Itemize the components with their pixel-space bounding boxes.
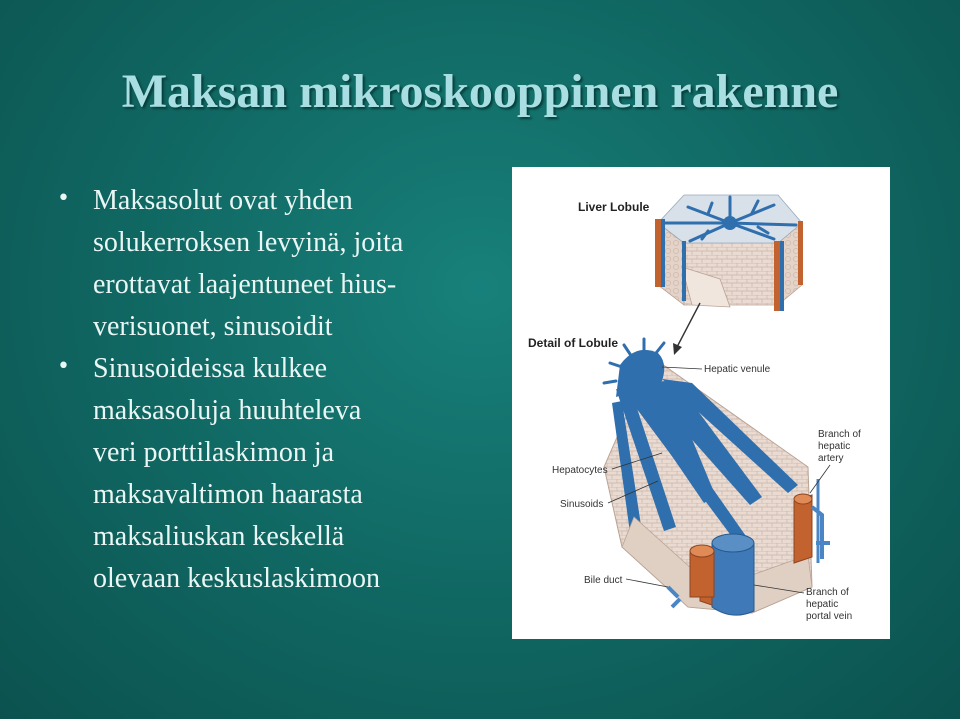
label-detail-of-lobule: Detail of Lobule <box>528 336 618 350</box>
label-hepatic-venule: Hepatic venule <box>704 364 771 375</box>
bullet-list <box>56 180 496 600</box>
label-branch-portal-1: Branch of <box>806 587 849 598</box>
liver-lobule-illustration <box>512 167 890 639</box>
bullet-item <box>56 180 496 348</box>
bullet-line: Sinusoideissa kulkee <box>93 353 328 384</box>
bullet-line: maksaliuskan keskellä <box>93 521 345 552</box>
detail-arrow <box>673 303 700 355</box>
label-hepatocytes: Hepatocytes <box>552 465 608 476</box>
bullet-dot-icon: • <box>57 186 70 211</box>
lobule-hexagon <box>655 195 803 311</box>
label-liver-lobule: Liver Lobule <box>578 200 650 214</box>
bullet-line: maksasoluja huuhteleva <box>93 395 362 426</box>
label-sinusoids: Sinusoids <box>560 499 604 510</box>
liver-lobule-figure <box>512 167 890 639</box>
bullet-line: olevaan keskuslaskimoon <box>93 563 380 594</box>
slide-title: Maksan mikroskooppinen rakenne <box>121 65 839 118</box>
label-branch-artery-2: hepatic <box>818 441 851 452</box>
bullet-line: maksavaltimon haarasta <box>93 479 363 510</box>
label-branch-portal-3: portal vein <box>806 611 853 622</box>
label-branch-artery-1: Branch of <box>818 429 861 440</box>
label-branch-artery-3: artery <box>818 453 844 464</box>
bullet-line: veri porttilaskimon ja <box>93 437 335 468</box>
bullet-line: Maksasolut ovat yhden <box>93 185 353 216</box>
bullet-line: solukerroksen levyinä, joita <box>93 227 404 258</box>
lobule-detail-wedge <box>604 339 830 615</box>
label-branch-portal-2: hepatic <box>806 599 839 610</box>
bullet-line: erottavat laajentuneet hius- <box>93 269 397 300</box>
label-bile-duct: Bile duct <box>584 575 623 586</box>
bullet-dot-icon: • <box>57 354 70 379</box>
bullet-item <box>56 348 496 600</box>
bullet-line: verisuonet, sinusoidit <box>93 311 333 342</box>
